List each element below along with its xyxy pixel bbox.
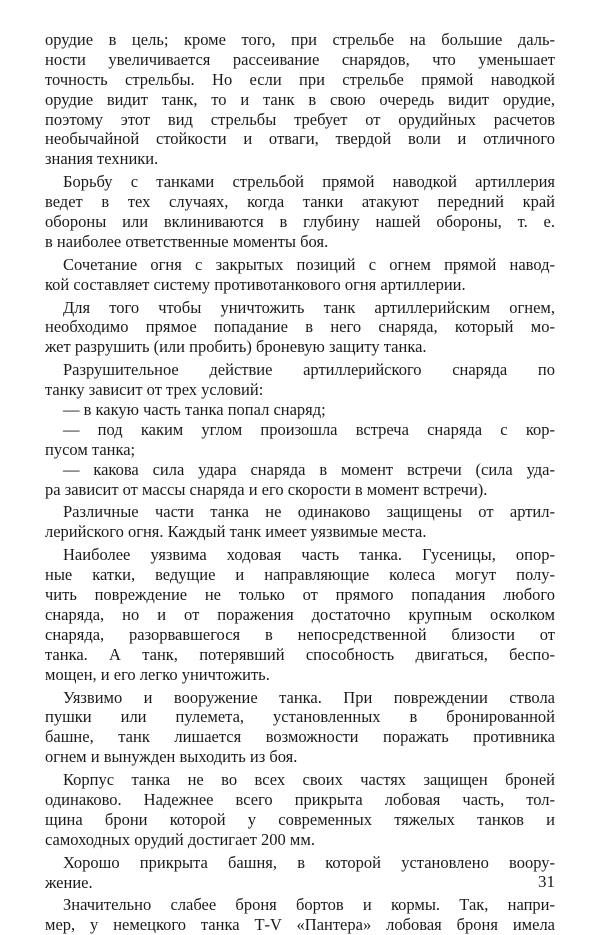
paragraph [45,172,555,252]
text-line: — в какую часть танка попал снаряд; [63,400,326,420]
text-line: — под каким углом произошла встреча снаряда с кор- [63,419,555,439]
paragraph [45,895,555,935]
paragraph [45,853,555,893]
text-line: Уязвимо и вооружение танка. При повреждении ствола [63,687,555,707]
text-line: Разрушительное действие артиллерийского снаряда по [63,360,555,380]
text-line: Значительно слабее броня бортов и кормы. Так, напри- [63,895,555,915]
text-line: самоходных орудий достигает 200 мм. [45,829,315,849]
text-line: огнем и вынужден выходить из боя. [45,747,298,767]
text-line: танку зависит от трех условий: [45,380,264,400]
text-line: обороны или вклиниваются в глубину нашей обороны, т. е. [45,212,555,232]
list-item [45,460,555,500]
paragraph [45,770,555,850]
text-line: Различные части танка не одинаково защищены от артил- [63,502,555,522]
text-line: Для того чтобы уничтожить танк артиллерийским огнем, [63,297,555,317]
list-item [45,400,555,420]
text-line: знания техники. [45,149,159,169]
text-line: необходимо прямое попадание в него снаряда, который мо- [45,317,555,337]
text-line: — какова сила удара снаряда в момент встречи (сила уда- [63,459,555,479]
text-line: ра зависит от массы снаряда и его скорости в момент встречи). [45,479,488,499]
paragraph [45,30,555,169]
text-line: точность стрельбы. Но если при стрельбе прямой наводкой [45,69,555,89]
text-line: Хорошо прикрыта башня, в которой установлено воору- [63,852,555,872]
paragraph [45,255,555,295]
text-line: ности увеличивается рассеивание снарядов, что уменьшает [45,49,555,69]
text-line: ные катки, ведущие и направляющие колеса могут полу- [45,565,555,585]
text-line: необычайной стойкости и отваги, твердой воли и отличного [45,129,555,149]
text-line: Корпус танка не во всех своих частях защищен броней [63,770,555,790]
text-line: снаряда, разорвавшегося в непосредственной близости от [45,624,555,644]
text-line: пусом танка; [45,439,136,459]
paragraph [45,298,555,358]
text-line: мер, у немецкого танка Т-V «Пантера» лобовая броня имела [45,915,555,935]
text-line: пушки или пулемета, установленных в бронированной [45,707,555,727]
text-line: в наиболее ответственные моменты боя. [45,231,329,251]
text-line: мощен, и его легко уничтожить. [45,664,270,684]
text-line: Борьбу с танками стрельбой прямой наводкой артиллерия [63,172,555,192]
text-line: Наиболее уязвима ходовая часть танка. Гусеницы, опор- [63,545,555,565]
paragraph [45,688,555,768]
text-line: башне, танк лишается возможности поражать противника [45,727,555,747]
text-line: жет разрушить (или пробить) броневую защиту танка. [45,337,427,357]
text-line: жение. [45,872,93,892]
text-line: поэтому этот вид стрельбы требует от орудийных расчетов [45,109,555,129]
text-line: орудие видит танк, то и танк в свою очередь видит орудие, [45,89,555,109]
text-line: танка. А танк, потерявший способность двигаться, беспо- [45,644,555,664]
text-line: чить повреждение не только от прямого попадания любого [45,585,555,605]
text-line: ведет в тех случаях, когда танки атакуют передний край [45,192,555,212]
paragraph [45,502,555,542]
paragraph [45,360,555,400]
text-line: орудие в цель; кроме того, при стрельбе на большие даль- [45,30,555,49]
text-line: одинаково. Надежнее всего прикрыта лобовая часть, тол- [45,789,555,809]
text-line: кой составляет систему противотанкового огня артиллерии. [45,274,466,294]
text-line: снаряда, но и от поражения достаточно крупным осколком [45,604,555,624]
text-line: Сочетание огня с закрытых позиций с огнем прямой навод- [63,254,555,274]
text-line: лерийского огня. Каждый танк имеет уязвимые места. [45,522,427,542]
text-line: щина брони которой у современных тяжелых танков и [45,809,555,829]
page-body [45,30,555,935]
list-item [45,420,555,460]
paragraph [45,545,555,684]
page-number: 31 [538,872,555,891]
